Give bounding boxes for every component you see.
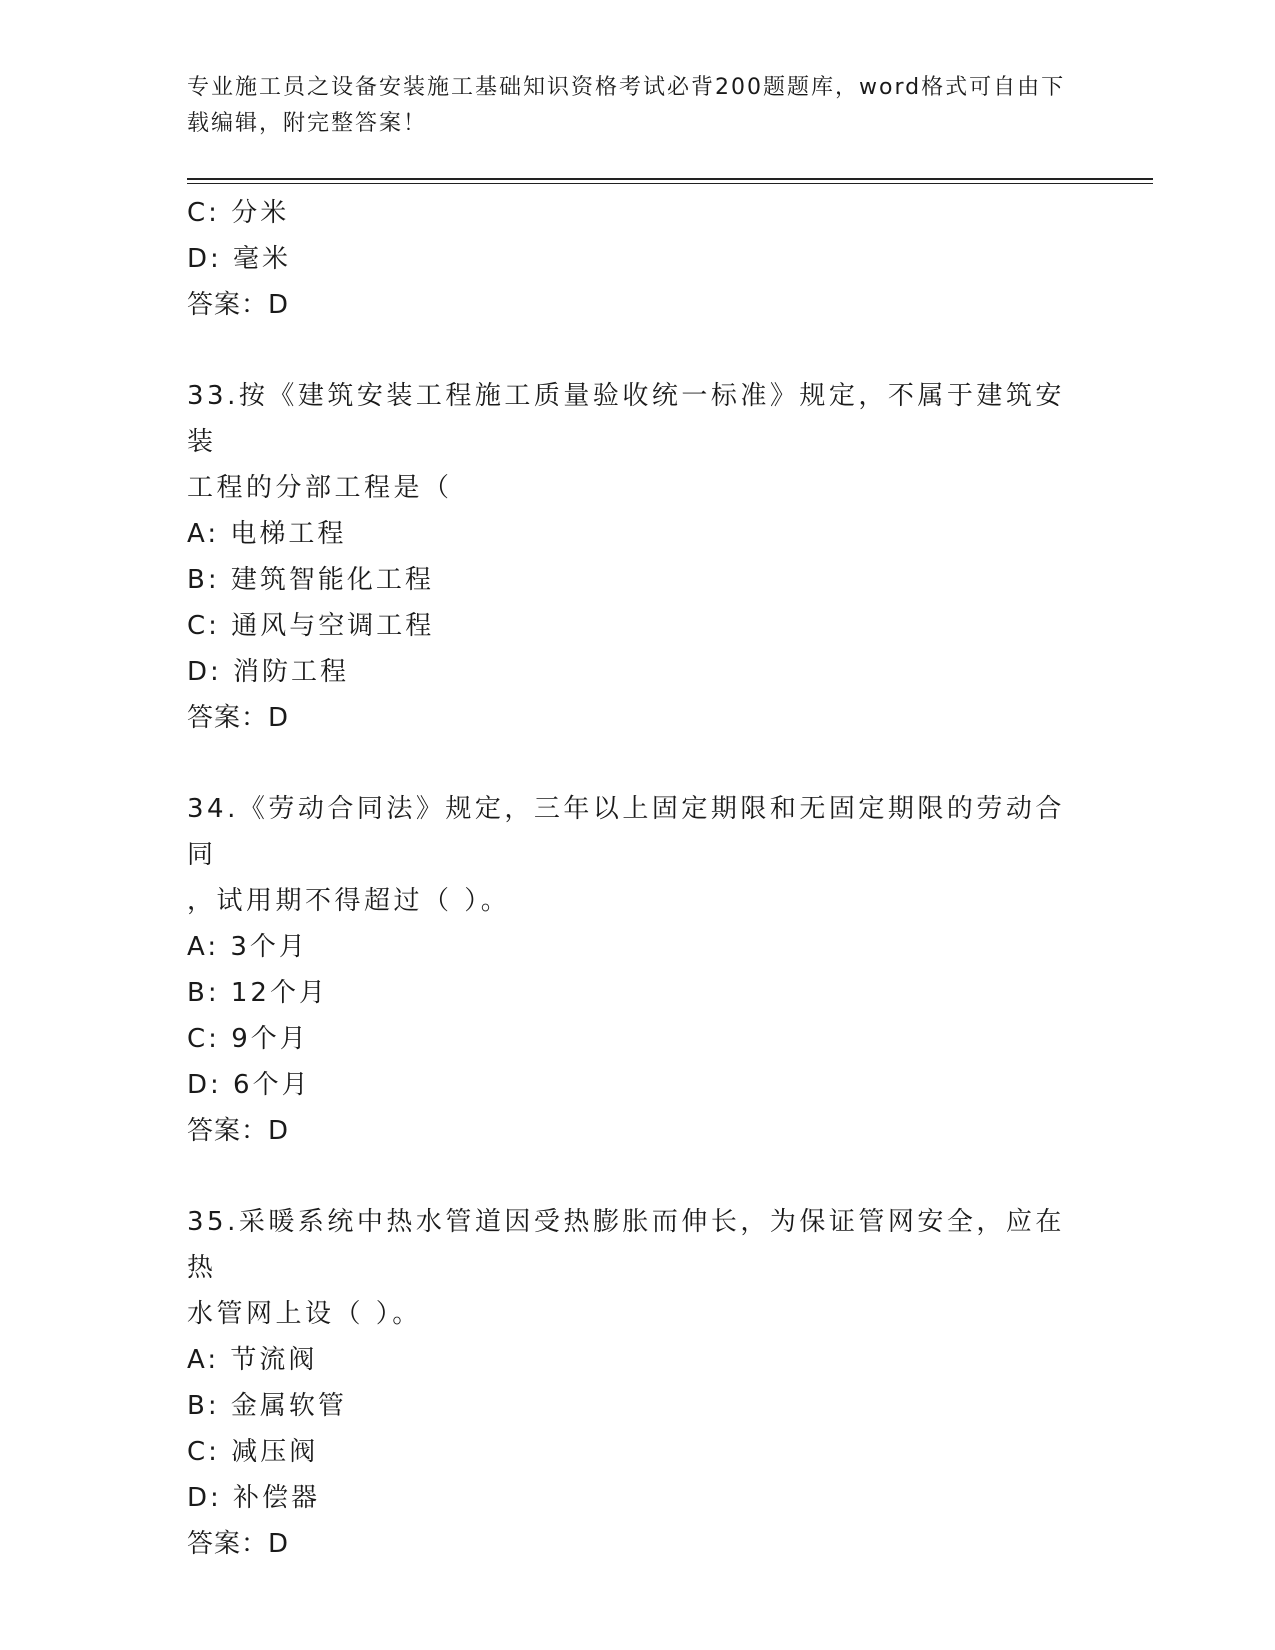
question-33 [187,373,1087,741]
question-text-line: 33.按《建筑安装工程施工质量验收统一标准》规定，不属于建筑安装 [187,381,1065,457]
answer-line: 答案：D [187,1529,290,1559]
option-d: D: 补偿器 [187,1483,321,1513]
question-text-line: 34.《劳动合同法》规定，三年以上固定期限和无固定期限的劳动合同 [187,794,1065,870]
answer-line: 答案：D [187,290,290,320]
option-a: A: 3个月 [187,932,308,962]
header-rule-thick [187,178,1153,180]
option-d: D: 毫米 [187,244,292,274]
option-d: D: 消防工程 [187,657,350,687]
question-list [187,190,1087,1567]
option-c: C: 减压阀 [187,1437,319,1467]
option-a: A: 节流阀 [187,1345,318,1375]
option-d: D: 6个月 [187,1070,311,1100]
option-c: C: 9个月 [187,1024,309,1054]
question-35 [187,1199,1087,1567]
question-text-line: 水管网上设（ ）。 [187,1299,422,1329]
question-text-line: 35.采暖系统中热水管道因受热膨胀而伸长，为保证管网安全，应在热 [187,1207,1065,1283]
answer-line: 答案：D [187,1116,290,1146]
option-c: C: 通风与空调工程 [187,611,435,641]
option-b: B: 建筑智能化工程 [187,565,434,595]
answer-line: 答案：D [187,703,290,733]
question-text-line: 工程的分部工程是（ [187,473,453,503]
previous-question-tail [187,190,1087,328]
document-header: 专业施工员之设备安装施工基础知识资格考试必背200题题库，word格式可自由下载编辑，附完整答案！ [187,75,1066,136]
option-c: C: 分米 [187,198,290,228]
option-b: B: 金属软管 [187,1391,347,1421]
question-34 [187,786,1087,1154]
header-rule-thin [187,183,1153,184]
option-b: B: 12个月 [187,978,328,1008]
option-a: A: 电梯工程 [187,519,347,549]
question-text-line: ，试用期不得超过（ ）。 [187,886,511,916]
